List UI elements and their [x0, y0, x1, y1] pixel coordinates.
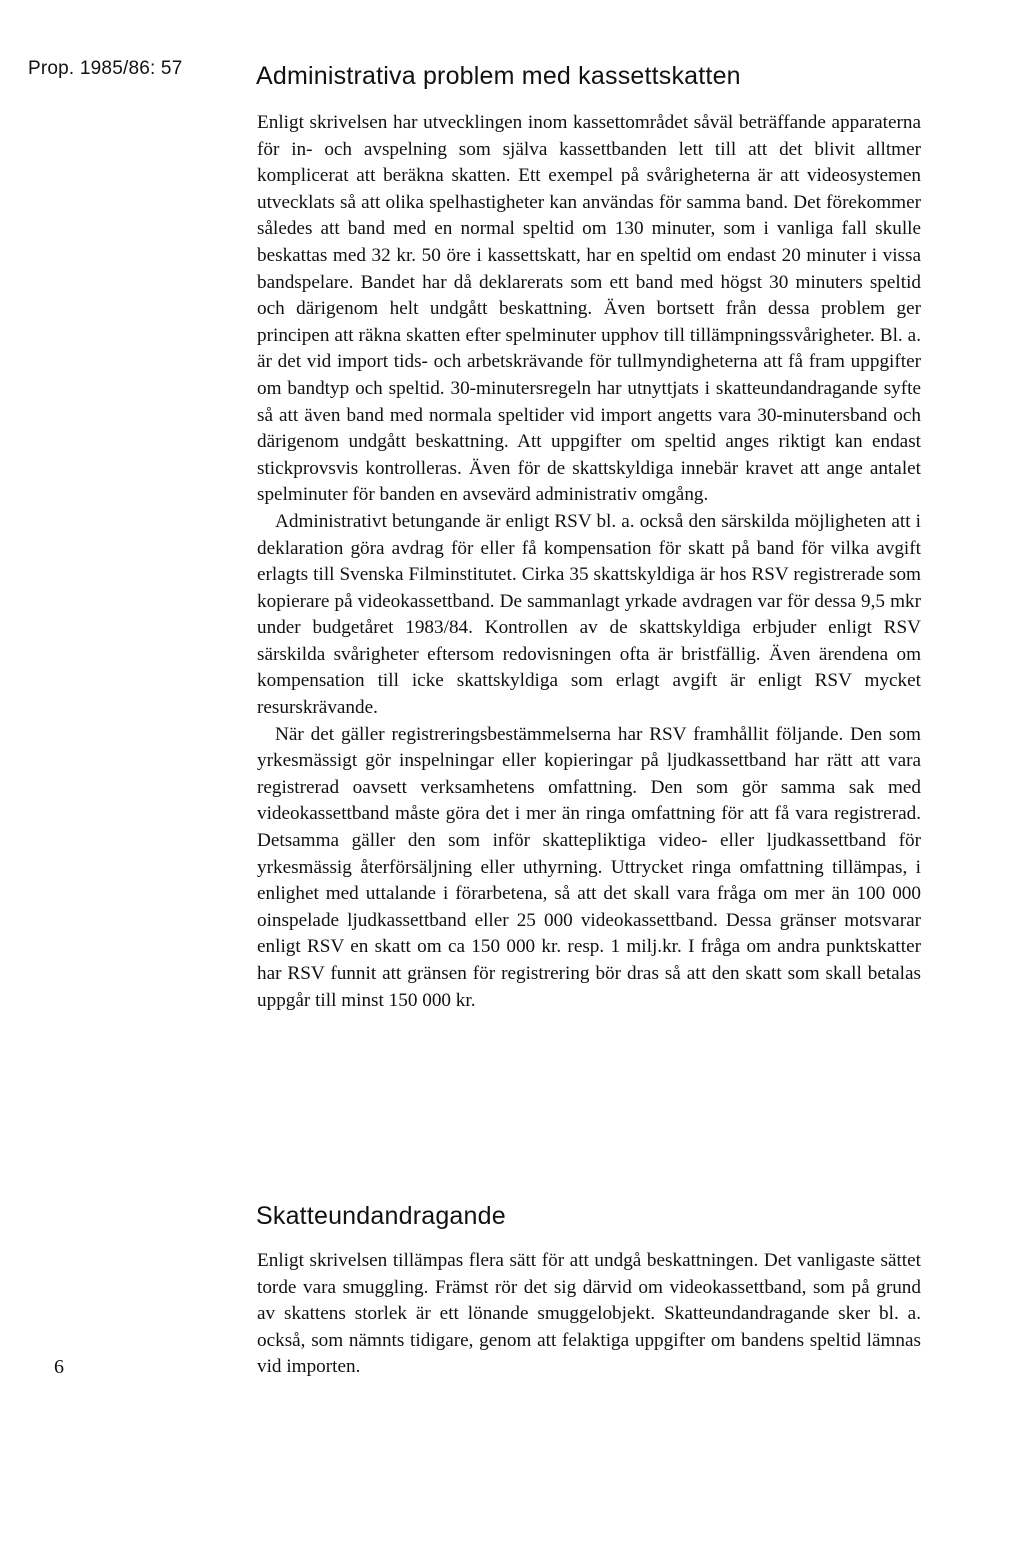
- section-heading-administrativa-problem: Administrativa problem med kassettskatten: [256, 62, 741, 90]
- body-paragraph: När det gäller registreringsbestämmelserna har RSV framhållit följande. Den som yrkesmässigt gör inspelningar eller kopieringar på ljudkassettband har rätt att vara registrerad oavsett verksamhetens omfattning. Den som gör samma sak med videokassettband måste göra det i mer än ringa omfattning för att få vara registrerad. Detsamma gäller den som inför skattepliktiga video- eller ljudkassettband för yrkesmässig återförsäljning eller uthyrning. Uttrycket ringa omfattning tillämpas, i enlighet med uttalande i förarbetena, så att det skall vara fråga om mer än 100 000 oinspelade ljudkassettband eller 25 000 videokassettband. Dessa gränser motsvarar enligt RSV en skatt om ca 150 000 kr. resp. 1 milj.kr. I fråga om andra punktskatter har RSV funnit att gränsen för registrering bör dras så att den skatt som skall betalas uppgår till minst 150 000 kr.: [257, 723, 921, 1011]
- body-paragraph: Enligt skrivelsen har utvecklingen inom kassettområdet såväl beträffande apparaterna för in- och avspelning som själva kassettbanden lett till att det blivit alltmer komplicerat att beräkna skatten. Ett exempel på svårigheterna är att videosystemen utvecklats så att olika spelhastigheter kan användas för samma band. Det förekommer således att band med en normal speltid om 130 minuter, som i vanliga fall skulle beskattas med 32 kr. 50 öre i kassettskatt, har en speltid om endast 20 minuter i vissa bandspelare. Bandet har då deklarerats som ett band med högst 30 minuters speltid och därigenom helt undgått beskattning. Även bortsett från dessa problem ger principen att räkna skatten efter spelminuter upphov till tillämpningssvårigheter. Bl. a. är det vid import tids- och arbetskrävande för tullmyndigheterna att få fram uppgifter om bandtyp och speltid. 30-minutersregeln har utnyttjats i skatteundandragande syfte så att även band med normala speltider vid import angetts vara 30-minutersband och därigenom undgått beskattning. Att uppgifter om speltid anges riktigt kan endast stickprovsvis kontrolleras. Även för de skattskyldiga innebär kravet att ange antalet spelminuter för banden en avsevärd administrativ omgång.: [257, 112, 921, 506]
- section-heading-skatteundandragande: Skatteundandragande: [256, 1202, 506, 1230]
- section-body-skatteundandragande: [257, 1248, 921, 1381]
- section-body-administrativa-problem: [257, 110, 921, 1014]
- document-reference: Prop. 1985/86: 57: [28, 58, 183, 79]
- body-paragraph: Administrativt betungande är enligt RSV bl. a. också den särskilda möjligheten att i deklaration göra avdrag för eller få kompensation för skatt på band för vilka avgift erlagts till Svenska Filminstitutet. Cirka 35 skattskyldiga är hos RSV registrerade som kopierare på videokassettband. De sammanlagt yrkade avdragen var för dessa 9,5 mkr under budgetåret 1983/84. Kontrollen av de skattskyldiga erbjuder enligt RSV särskilda svårigheter eftersom redovisningen ofta är bristfällig. Även ärendena om kompensation till icke skattskyldiga som erlagt avgift är enligt RSV mycket resurskrävande.: [257, 510, 921, 719]
- body-paragraph: Enligt skrivelsen tillämpas flera sätt för att undgå beskattningen. Det vanligaste sättet torde vara smuggling. Främst rör det sig därvid om videokassettband, som på grund av skattens storlek är ett lönande smuggelobjekt. Skatteundandragande sker bl. a. också, som nämnts tidigare, genom att felaktiga uppgifter om bandens speltid lämnas vid importen.: [257, 1250, 921, 1378]
- page-number: 6: [54, 1356, 64, 1378]
